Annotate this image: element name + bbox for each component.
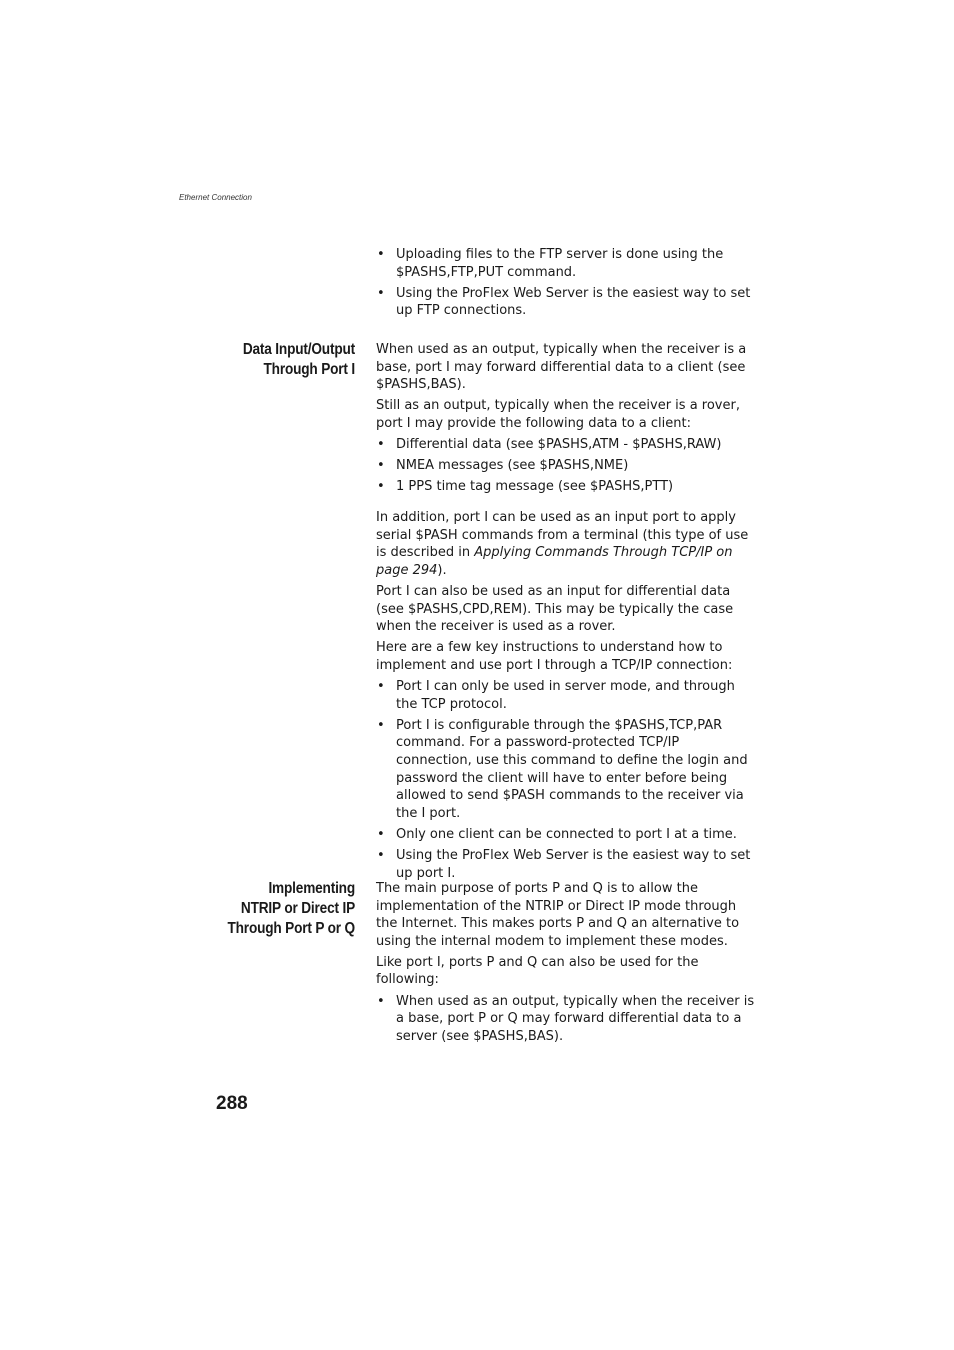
list-item: • Differential data (see $PASHS,ATM - $PASHS,RAW) [376,436,758,454]
section-body-port-i [376,341,758,886]
paragraph: Like port I, ports P and Q can also be used for the following: [376,954,699,988]
list-item: • When used as an output, typically when the receiver is a base, port P or Q may forward differential data to a server (see $PASHS,BAS). [376,993,758,1046]
section-body-ntrip [376,880,758,1049]
section-heading-ntrip: Implementing NTRIP or Direct IP Through Port P or Q [227,880,355,937]
list-item: • Uploading files to the FTP server is done using the $PASHS,FTP,PUT command. [376,246,758,281]
paragraph: When used as an output, typically when the receiver is a base, port I may forward differential data to a client (see $PASHS,BAS). [376,342,747,393]
intro-bullets [376,246,758,323]
cross-reference-link[interactable]: Applying Commands Through TCP/IP on page 294 [376,545,733,579]
running-head: Ethernet Connection [179,193,252,202]
list-item: • Port I is configurable through the $PASHS,TCP,PAR command. For a password-protected TCP/IP connection, use this command to define the login and password the client will have to enter before being allowed to send $PASH commands to the receiver via the I port. [376,717,758,823]
paragraph: Port I can also be used as an input for differential data (see $PASHS,CPD,REM). This may be typically the case when the receiver is used as a rover. [376,584,734,635]
paragraph: Here are a few key instructions to understand how to implement and use port I through a TCP/IP connection: [376,640,733,673]
paragraph: Still as an output, typically when the receiver is a rover, port I may provide the following data to a client: [376,398,740,431]
paragraph: In addition, port I can be used as an input port to apply serial $PASH commands from a terminal (this type of use is described in Applying Commands Through TCP/IP on page 294). [376,510,749,579]
paragraph: The main purpose of ports P and Q is to allow the implementation of the NTRIP or Direct IP mode through the Internet. This makes ports P and Q an alternative to using the internal modem to implement these modes. [376,881,740,949]
list-item: • Only one client can be connected to port I at a time. [376,826,758,844]
list-item: • NMEA messages (see $PASHS,NME) [376,457,758,475]
section-heading-port-i: Data Input/Output Through Port I [242,341,355,378]
page-number: 288 [216,1093,248,1114]
list-item: • Using the ProFlex Web Server is the easiest way to set up port I. [376,847,758,882]
list-item: • 1 PPS time tag message (see $PASHS,PTT) [376,478,758,496]
list-item: • Using the ProFlex Web Server is the easiest way to set up FTP connections. [376,285,758,320]
list-item: • Port I can only be used in server mode, and through the TCP protocol. [376,678,758,713]
